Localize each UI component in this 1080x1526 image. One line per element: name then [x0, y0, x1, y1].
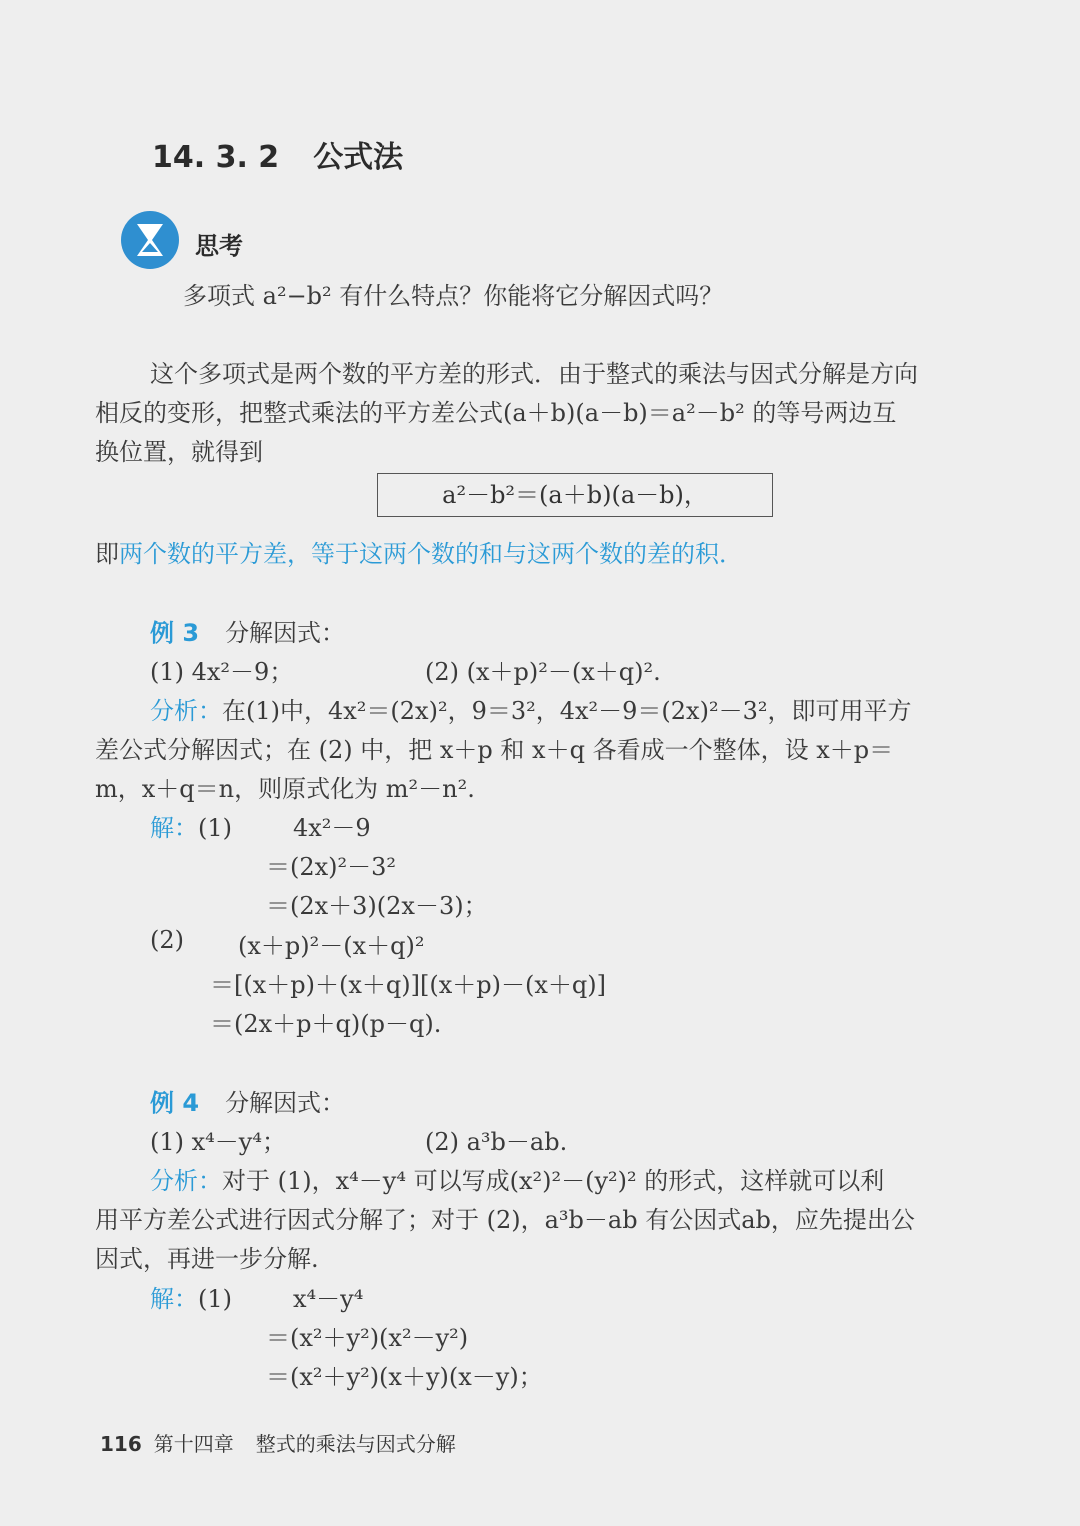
section-number: 14. 3. 2 — [152, 140, 280, 175]
solution-label: 解： — [150, 1285, 198, 1313]
question-formula: a²−b² — [262, 282, 332, 310]
paragraph-line: 换位置，就得到 — [95, 438, 263, 466]
solution-label: 解： — [150, 814, 198, 842]
think-hourglass-icon — [120, 210, 180, 270]
section-title: 公式法 — [313, 140, 404, 175]
analysis-line: 差公式分解因式；在 (2) 中，把 x＋p 和 x＋q 各看成一个整体，设 x＋p＝ — [95, 736, 894, 764]
analysis-line: 因式，再进一步分解. — [95, 1245, 319, 1273]
solution-step: (x＋p)²－(x＋q)² — [238, 932, 425, 960]
example-3-header: 例 3 分解因式： — [150, 619, 346, 647]
analysis-line: 用平方差公式进行因式分解了；对于 (2)，a³b－ab 有公因式ab，应先提出公 — [95, 1206, 915, 1234]
page-number: 116 — [100, 1432, 142, 1456]
solution-step: ＝(2x)²－3² — [266, 853, 397, 881]
solution-step: ＝(2x＋p＋q)(p－q). — [210, 1010, 442, 1038]
chapter-title: 整式的乘法与因式分解 — [255, 1432, 456, 1456]
solution-tag: (2) — [150, 926, 184, 954]
analysis-line: 分析：在(1)中，4x²＝(2x)²，9＝3²，4x²－9＝(2x)²－3²，即可用平方 — [150, 697, 912, 725]
section-heading — [152, 132, 403, 176]
example-label: 例 4 — [150, 1089, 200, 1117]
example-4-part-1: (1) x⁴－y⁴； — [150, 1128, 286, 1156]
solution-step: ＝(x²＋y²)(x²－y²) — [266, 1324, 469, 1352]
analysis-line: m，x＋q＝n，则原式化为 m²－n². — [95, 775, 475, 803]
boxed-formula: a²－b²＝(a＋b)(a－b)， — [377, 473, 773, 517]
solution-line: 解：(1) — [150, 1285, 232, 1313]
page-footer — [100, 1428, 456, 1457]
rule-statement: 即两个数的平方差，等于这两个数的和与这两个数的差的积． — [95, 540, 743, 568]
paragraph-line: 这个多项式是两个数的平方差的形式．由于整式的乘法与因式分解是方向 — [150, 360, 918, 388]
example-4-part-2: (2) a³b－ab. — [425, 1128, 568, 1156]
example-3-part-1: (1) 4x²－9； — [150, 658, 294, 686]
solution-step: 4x²－9 — [293, 814, 371, 842]
analysis-line: 分析：对于 (1)，x⁴－y⁴ 可以写成(x²)²－(y²)² 的形式，这样就可以利 — [150, 1167, 885, 1195]
example-3-part-2: (2) (x＋p)²－(x＋q)². — [425, 658, 661, 686]
analysis-label: 分析： — [150, 697, 222, 725]
paragraph-line: 相反的变形，把整式乘法的平方差公式(a＋b)(a－b)＝a²－b² 的等号两边互 — [95, 399, 897, 427]
solution-step: ＝(x²＋y²)(x＋y)(x－y)； — [266, 1363, 543, 1391]
analysis-label: 分析： — [150, 1167, 222, 1195]
example-4-header: 例 4 分解因式： — [150, 1089, 346, 1117]
solution-step: x⁴－y⁴ — [293, 1285, 364, 1313]
think-label: 思考 — [195, 232, 243, 260]
solution-step: ＝[(x＋p)＋(x＋q)][(x＋p)－(x＋q)] — [210, 971, 606, 999]
example-label: 例 3 — [150, 619, 200, 647]
rule-highlight: 两个数的平方差，等于这两个数的和与这两个数的差的积． — [119, 540, 743, 568]
think-question: 多项式 a²−b² 有什么特点？你能将它分解因式吗？ — [183, 282, 724, 310]
solution-line: 解：(1) — [150, 814, 232, 842]
solution-step: ＝(2x＋3)(2x－3)； — [266, 892, 488, 920]
chapter-label: 第十四章 — [153, 1432, 234, 1456]
